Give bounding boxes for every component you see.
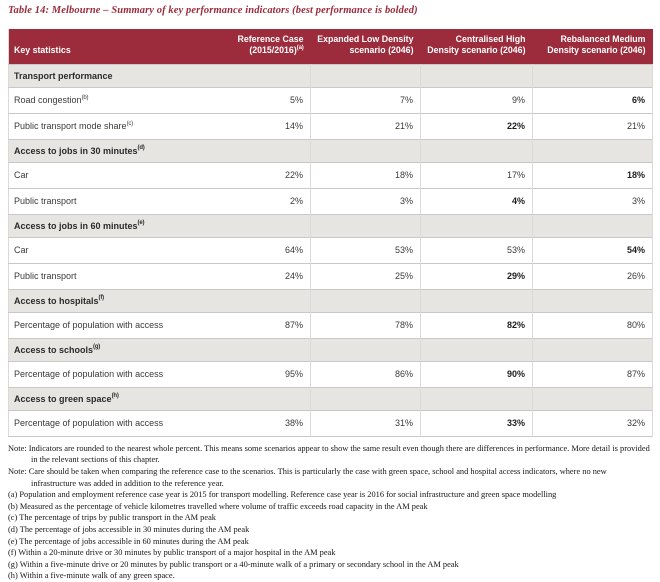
section-header-spacer — [201, 214, 311, 237]
section-header-row — [9, 338, 653, 361]
section-header-text: Access to jobs in 30 minutes — [14, 145, 138, 156]
footnote-line: (c) The percentage of trips by public transport in the AM peak — [8, 513, 216, 523]
section-header-spacer — [201, 64, 311, 87]
footnote-marker: (g) — [93, 344, 101, 351]
column-header-label: Expanded Low Density scenario (2046) — [317, 34, 414, 56]
table-row — [9, 162, 653, 188]
cell-value: 78% — [311, 312, 421, 338]
cell-value: 9% — [421, 87, 533, 113]
section-header-label — [9, 289, 201, 312]
table-row — [9, 188, 653, 214]
footnote-marker: (c) — [126, 120, 133, 127]
column-header-label: Centralised High Density scenario (2046) — [427, 34, 526, 56]
footnote-marker: (b) — [81, 94, 89, 101]
cell-value: 53% — [311, 237, 421, 263]
cell-value-best: 33% — [421, 410, 533, 436]
section-header-spacer — [311, 289, 421, 312]
footnote-line: (e) The percentage of jobs accessible in 60 minutes during the AM peak — [8, 536, 249, 546]
cell-value: 26% — [533, 263, 653, 289]
cell-value: 7% — [311, 87, 421, 113]
cell-value: 21% — [311, 113, 421, 139]
section-header-spacer — [533, 64, 653, 87]
column-header-label: Reference Case (2015/2016) — [237, 34, 304, 56]
footnote-line: (g) Within a five-minute drive or 20 minutes by public transport or a 40-minute walk of a primary or secondary school in the AM peak — [8, 559, 459, 569]
note-line: Note: Indicators are rounded to the nearest whole percent. This means some scenarios appear to show the same result even though there are differences in performance. More detail is provided in the relevant sections of this chapter. — [8, 443, 650, 465]
section-header-label — [9, 139, 201, 162]
column-header-scenario — [201, 29, 311, 64]
table-row — [9, 87, 653, 113]
footnote-marker: (e) — [137, 220, 145, 227]
table-row — [9, 113, 653, 139]
cell-value: 87% — [201, 312, 311, 338]
row-label — [9, 87, 201, 113]
table-row — [9, 410, 653, 436]
header-row — [9, 29, 653, 64]
section-header-spacer — [421, 139, 533, 162]
cell-value: 22% — [201, 162, 311, 188]
footnote-line: (a) Population and employment reference case year is 2015 for transport modelling. Reference case year is 2016 for social infrastructure and green space modelling — [8, 490, 557, 500]
note-line: Note: Care should be taken when comparing the reference case to the scenarios. This is particularly the case with green space, school and hospital access indicators, where no new infrastructure was added in addition to the reference year. — [8, 467, 607, 488]
section-header-spacer — [201, 139, 311, 162]
section-header-label — [9, 214, 201, 237]
cell-value: 53% — [421, 237, 533, 263]
section-header-spacer — [311, 214, 421, 237]
cell-value-best: 90% — [421, 361, 533, 387]
cell-value: 17% — [421, 162, 533, 188]
footnote-line: (h) Within a five-minute walk of any green space. — [8, 571, 175, 581]
column-header-key-statistics — [9, 29, 201, 64]
row-label — [9, 113, 201, 139]
section-header-spacer — [533, 139, 653, 162]
row-label-text: Public transport — [14, 271, 77, 282]
cell-value: 64% — [201, 237, 311, 263]
cell-value-best: 22% — [421, 113, 533, 139]
table-row — [9, 312, 653, 338]
cell-value: 3% — [311, 188, 421, 214]
row-label — [9, 312, 201, 338]
row-label — [9, 237, 201, 263]
cell-value: 25% — [311, 263, 421, 289]
cell-value-best: 82% — [421, 312, 533, 338]
cell-value-best: 54% — [533, 237, 653, 263]
cell-value: 24% — [201, 263, 311, 289]
column-header-label: Key statistics — [14, 45, 71, 56]
section-header-spacer — [311, 338, 421, 361]
column-header-scenario — [421, 29, 533, 64]
table-title: Table 14: Melbourne – Summary of key performance indicators (best performance is bolded) — [8, 5, 418, 16]
section-header-spacer — [311, 64, 421, 87]
cell-value: 2% — [201, 188, 311, 214]
section-header-spacer — [421, 214, 533, 237]
kpi-table — [8, 29, 653, 437]
section-header-spacer — [201, 387, 311, 410]
footnote-marker: (h) — [111, 393, 119, 400]
footnote-marker: (a) — [296, 45, 304, 51]
footnote-line: (d) The percentage of jobs accessible in 30 minutes during the AM peak — [8, 525, 250, 534]
section-header-label — [9, 338, 201, 361]
section-header-spacer — [421, 64, 533, 87]
table-header — [9, 29, 653, 64]
cell-value-best: 6% — [533, 87, 653, 113]
row-label-text: Percentage of population with access — [14, 369, 164, 380]
table-body — [9, 64, 653, 436]
cell-value: 95% — [201, 361, 311, 387]
row-label-text: Road congestion — [14, 95, 82, 106]
footnote-marker: (d) — [137, 145, 145, 152]
cell-value: 3% — [533, 188, 653, 214]
column-header-scenario — [311, 29, 421, 64]
section-header-text: Access to green space — [14, 393, 112, 404]
row-label-text: Car — [14, 170, 29, 181]
row-label — [9, 162, 201, 188]
cell-value: 14% — [201, 113, 311, 139]
section-header-row — [9, 214, 653, 237]
row-label — [9, 263, 201, 289]
row-label-text: Percentage of population with access — [14, 320, 164, 331]
section-header-row — [9, 387, 653, 410]
cell-value: 31% — [311, 410, 421, 436]
row-label — [9, 410, 201, 436]
section-header-label — [9, 64, 201, 87]
footnote-marker: (f) — [98, 295, 104, 302]
section-header-spacer — [421, 338, 533, 361]
cell-value: 21% — [533, 113, 653, 139]
table-row — [9, 263, 653, 289]
section-header-text: Transport performance — [14, 70, 113, 81]
row-label — [9, 188, 201, 214]
section-header-spacer — [533, 214, 653, 237]
section-header-spacer — [421, 387, 533, 410]
section-header-row — [9, 139, 653, 162]
row-label-text: Car — [14, 245, 29, 256]
section-header-text: Access to hospitals — [14, 295, 99, 306]
cell-value: 86% — [311, 361, 421, 387]
column-header-label: Rebalanced Medium Density scenario (2046) — [547, 34, 646, 56]
notes-block — [8, 443, 652, 582]
section-header-spacer — [201, 289, 311, 312]
cell-value: 80% — [533, 312, 653, 338]
cell-value-best: 29% — [421, 263, 533, 289]
column-header-scenario — [533, 29, 653, 64]
cell-value: 32% — [533, 410, 653, 436]
section-header-row — [9, 289, 653, 312]
row-label-text: Percentage of population with access — [14, 418, 164, 429]
section-header-spacer — [311, 139, 421, 162]
section-header-spacer — [201, 338, 311, 361]
section-header-spacer — [311, 387, 421, 410]
section-header-row — [9, 64, 653, 87]
row-label-text: Public transport mode share — [14, 121, 127, 132]
section-header-spacer — [533, 387, 653, 410]
footnote-line: (b) Measured as the percentage of vehicle kilometres travelled where volume of traffic exceeds road capacity in the AM peak — [8, 501, 428, 511]
table-row — [9, 361, 653, 387]
cell-value: 38% — [201, 410, 311, 436]
section-header-spacer — [421, 289, 533, 312]
cell-value-best: 4% — [421, 188, 533, 214]
row-label — [9, 361, 201, 387]
cell-value: 18% — [311, 162, 421, 188]
cell-value: 87% — [533, 361, 653, 387]
section-header-spacer — [533, 338, 653, 361]
section-header-label — [9, 387, 201, 410]
footnote-line: (f) Within a 20-minute drive or 30 minutes by public transport of a major hospital in the AM peak — [8, 548, 336, 558]
table-row — [9, 237, 653, 263]
section-header-spacer — [533, 289, 653, 312]
row-label-text: Public transport — [14, 196, 77, 207]
cell-value: 5% — [201, 87, 311, 113]
section-header-text: Access to schools — [14, 344, 94, 355]
section-header-text: Access to jobs in 60 minutes — [14, 220, 138, 231]
cell-value-best: 18% — [533, 162, 653, 188]
